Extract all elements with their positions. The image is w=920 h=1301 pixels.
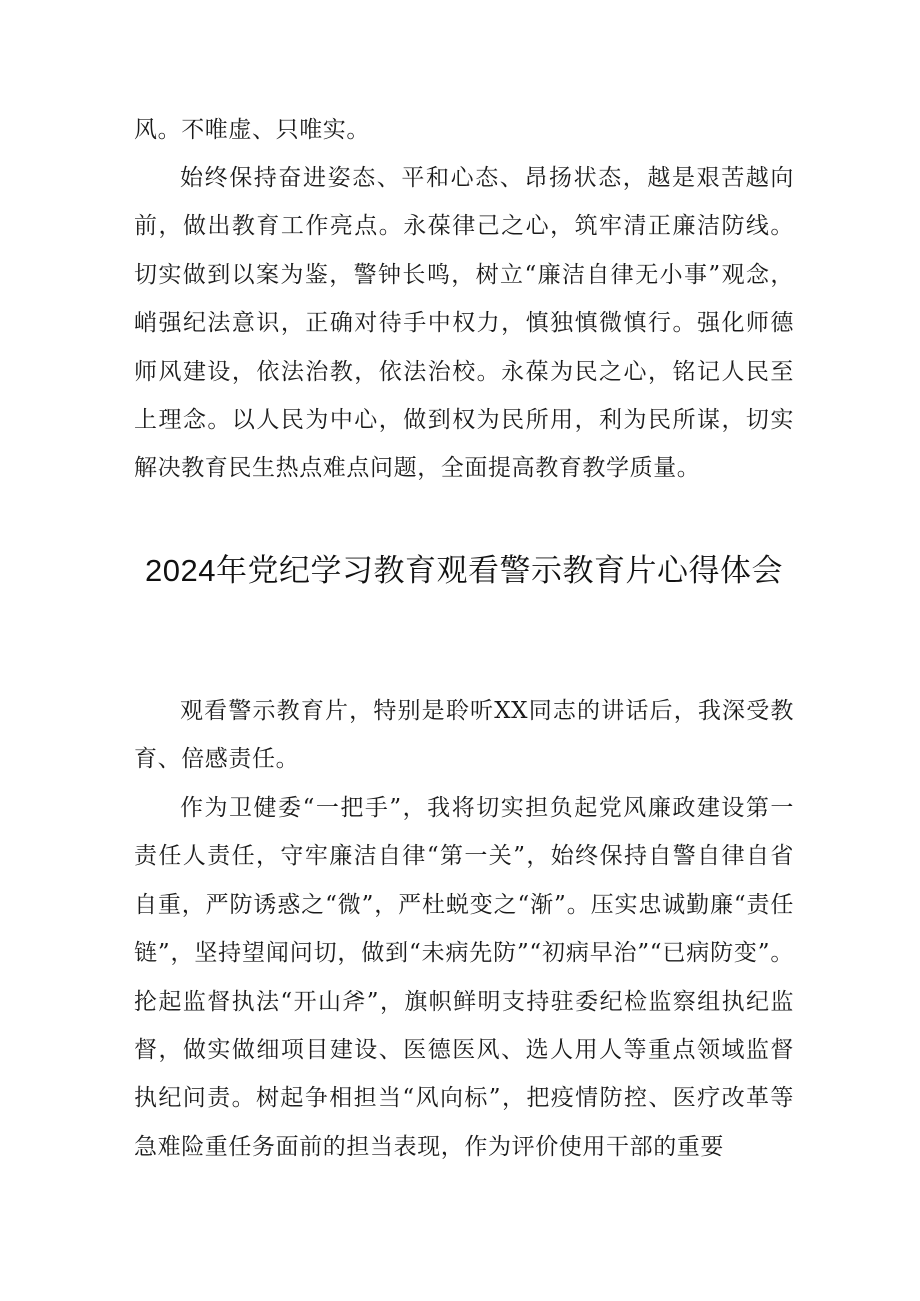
document-title <box>134 548 794 593</box>
paragraph-body: 作为卫健委“一把手”，我将切实担负起党风廉政建设第一责任人责任，守牢廉洁自律“第一关”，始终保持自警自律自省自重，严防诱惑之“微”，严杜蜕变之“渐”。压实忠诚勤廉“责任链”，坚持望闻问切，做到“未病先防”“初病早治”“已病防变”。抡起监督执法“开山斧”，旗帜鲜明支持驻委纪检监察组执纪监督，做实做细项目建设、医德医风、选人用人等重点领域监督执纪问责。树起争相担当“风向标”，把疫情防控、医疗改革等急难险重任务面前的担当表现，作为评价使用干部的重要 <box>134 795 794 1160</box>
paragraph-body: 始终保持奋进姿态、平和心态、昂扬状态，越是艰苦越向前，做出教育工作亮点。永葆律己之心，筑牢清正廉洁防线。切实做到以案为鉴，警钟长鸣，树立“廉洁自律无小事”观念，峭强纪法意识，正确对待手中权力，慎独慎微慎行。强化师德师风建设，依法治教，依法治校。永葆为民之心，铭记人民至上理念。以人民为中心，做到权为民所用，利为民所谋，切实解决教育民生热点难点问题，全面提高教育教学质量。 <box>134 165 794 482</box>
paragraph-continuation: 风。不唯虚、只唯实。 <box>134 117 370 143</box>
document-title-text: 2024年党纪学习教育观看警示教育片心得体会 <box>145 553 783 588</box>
paragraph-body: 观看警示教育片，特别是聆听XX同志的讲话后，我深受教育、倍感责任。 <box>134 698 794 773</box>
